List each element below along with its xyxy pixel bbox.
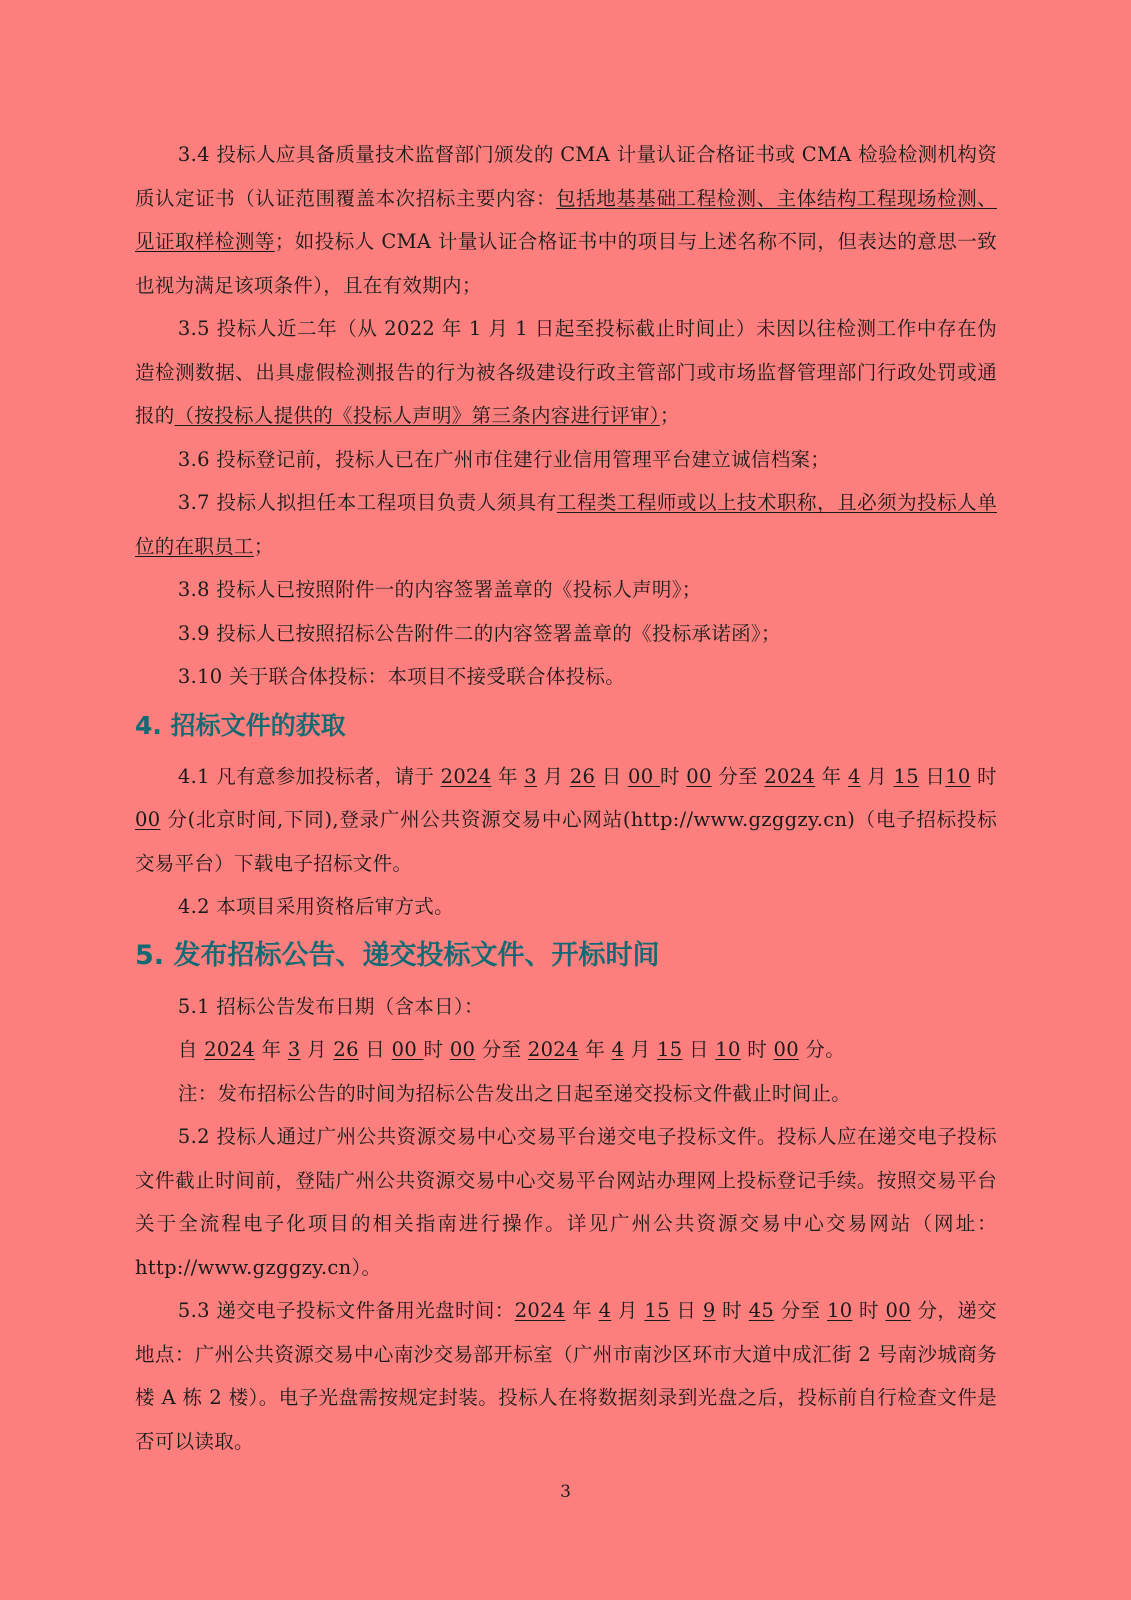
clause-5-2: 5.2 投标人通过广州公共资源交易中心交易平台递交电子投标文件。投标人应在递交电子投标文件截止时间前，登陆广州公共资源交易中心交易平台网站办理网上投标登记手续。按照交易平台关于全流程电子化项目的相关指南进行操作。详见广州公共资源交易中心交易网站（网址：http://www.gzggzy.cn）。 (135, 1125, 997, 1279)
clause-3-5 (135, 307, 997, 438)
date-month: 4 (847, 764, 861, 788)
section-5-heading: 5. 发布招标公告、递交投标文件、开标时间 (135, 939, 660, 971)
underlined-text: （按投标人提供的《投标人声明》第三条内容进行评审） (174, 404, 660, 427)
page-number: 3 (560, 1482, 571, 1502)
clause-text: 年 (255, 1038, 288, 1061)
date-day: 15 (657, 1038, 683, 1061)
time-hour: 10 (715, 1038, 741, 1061)
time-minute: 00 (449, 1038, 476, 1061)
date-year: 2024 (440, 764, 492, 788)
date-month: 4 (611, 1038, 625, 1061)
clause-3-4 (135, 133, 997, 307)
clause-text: 时 (970, 764, 997, 788)
time-hour: 10 (827, 1299, 853, 1322)
date-year: 2024 (204, 1038, 256, 1061)
clause-5-1-note: 注：发布招标公告的时间为招标公告发出之日起至递交投标文件截止时间止。 (177, 1081, 852, 1105)
date-month: 3 (524, 764, 537, 788)
section-4-heading: 4. 招标文件的获取 (135, 710, 346, 740)
clause-4-1 (135, 755, 997, 886)
clause-text: 日 (669, 1299, 703, 1322)
time-minute: 00 (773, 1038, 799, 1061)
clause-5-3 (135, 1289, 997, 1463)
clause-text: 月 (537, 764, 570, 788)
time-hour: 00 (391, 1038, 424, 1061)
clause-text: 分。 (798, 1038, 846, 1061)
clause-text: 时 (740, 1038, 774, 1061)
clause-text: ； (253, 534, 274, 558)
clause-text: 时 (659, 764, 687, 788)
clause-3-10: 3.10 关于联合体投标：本项目不接受联合体投标。 (177, 665, 626, 688)
time-minute: 00 (885, 1299, 911, 1322)
clause-text: 时 (423, 1038, 450, 1061)
time-hour: 00 (628, 764, 660, 788)
underlined-text: 工程类工程师或以上技术职称，且必须为投标人单位的在职员工 (135, 491, 997, 558)
clause-text: 自 (177, 1038, 205, 1061)
clause-text: 月 (300, 1038, 334, 1061)
clause-text: 分(北京时间,下同),登录广州公共资源交易中心网站(http://www.gzggzy.cn)（电子招标投标交易平台）下载电子招标文件。 (135, 808, 997, 875)
clause-text: 月 (624, 1038, 658, 1061)
date-year: 2024 (764, 764, 816, 788)
clause-text: 日 (918, 764, 946, 788)
date-month: 3 (287, 1038, 301, 1061)
clause-text: 月 (611, 1299, 645, 1322)
clause-text: 分至 (711, 764, 765, 788)
time-hour: 9 (702, 1299, 716, 1322)
clause-3-9: 3.9 投标人已按照招标公告附件二的内容签署盖章的《投标承诺函》； (177, 621, 781, 645)
clause-3-8: 3.8 投标人已按照附件一的内容签署盖章的《投标人声明》； (177, 578, 702, 601)
clause-text: 分至 (475, 1038, 528, 1061)
clause-text: 3.4 投标人应具备质量技术监督部门颁发的 CMA 计量认证合格证书或 CMA 检验检测机构资质认定证书（认证范围覆盖本次招标主要内容： (135, 143, 997, 210)
clause-text: 时 (852, 1299, 886, 1322)
clause-text: 3.7 投标人拟担任本工程项目负责人须具有 (177, 491, 557, 514)
time-minute: 00 (135, 808, 161, 831)
time-minute: 00 (686, 764, 712, 788)
clause-5-1: 5.1 招标公告发布日期（含本日）： (177, 994, 484, 1018)
date-day: 15 (644, 1299, 670, 1322)
date-year: 2024 (514, 1299, 566, 1322)
clause-text: 日 (358, 1038, 392, 1061)
clause-text: 年 (578, 1038, 612, 1061)
date-month: 4 (598, 1299, 612, 1322)
clause-text: 日 (682, 1038, 716, 1061)
clause-text: 3.5 投标人近二年（从 2022 年 1 月 1 日起至投标截止时间止）未因以往检测工作中存在伪造检测数据、出具虚假检测报告的行为被各级建设行政主管部门或市场监督管理部门行政处罚或通报的 (135, 317, 997, 427)
clause-3-6: 3.6 投标登记前，投标人已在广州市住建行业信用管理平台建立诚信档案； (177, 447, 831, 471)
underlined-text: 包括地基基础工程检测、主体结构工程现场检测、见证取样检测等 (135, 186, 997, 253)
clause-5-1-period (135, 1028, 997, 1072)
date-day: 26 (569, 764, 596, 788)
date-day: 26 (333, 1038, 359, 1061)
time-minute: 45 (748, 1299, 775, 1322)
time-hour: 10 (945, 764, 971, 788)
clause-text: 年 (815, 764, 848, 788)
clause-text: 5.3 递交电子投标文件备用光盘时间： (177, 1299, 515, 1322)
clause-text: 月 (860, 764, 894, 788)
clause-text: 年 (491, 764, 525, 788)
clause-text: 4.1 凡有意参加投标者，请于 (177, 764, 441, 788)
clause-text: 时 (715, 1299, 749, 1322)
date-day: 15 (893, 764, 919, 788)
clause-text: ； (659, 404, 680, 427)
clause-text: 日 (595, 764, 629, 788)
clause-3-7 (135, 481, 997, 568)
clause-text: 分至 (774, 1299, 827, 1322)
clause-text: 年 (565, 1299, 599, 1322)
date-year: 2024 (527, 1038, 579, 1061)
clause-4-2: 4.2 本项目采用资格后审方式。 (177, 895, 454, 918)
clause-text: 分，递交地点：广州公共资源交易中心南沙交易部开标室（广州市南沙区环市大道中成汇街 2 号南沙城商务楼 A 栋 2 楼）。电子光盘需按规定封装。投标人在将数据刻录到光盘之后，投标前自行检查文件是否可以读取。 (135, 1299, 997, 1453)
clause-text: ；如投标人 CMA 计量认证合格证书中的项目与上述名称不同，但表达的意思一致也视为满足该项条件），且在有效期内； (135, 230, 997, 297)
